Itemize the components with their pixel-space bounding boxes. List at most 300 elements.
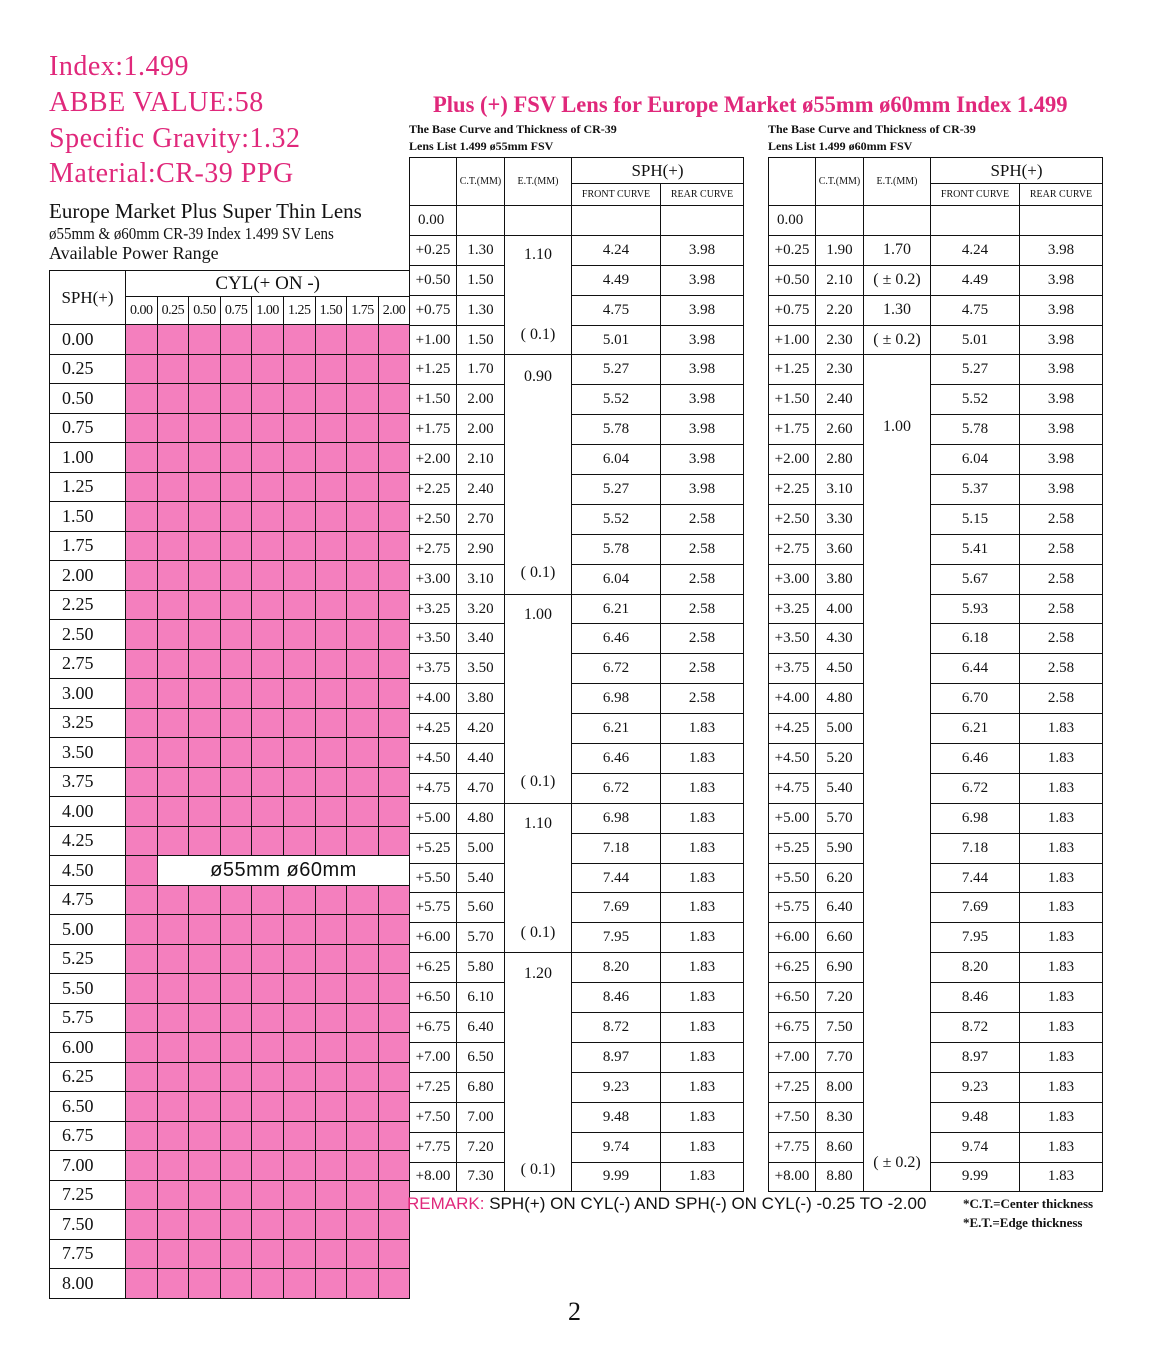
range-cell <box>157 974 189 1004</box>
range-cell <box>189 1269 221 1299</box>
cyl-value: 0.75 <box>220 297 252 325</box>
range-cell <box>157 1121 189 1151</box>
range-row <box>50 708 410 738</box>
range-cell <box>347 708 379 738</box>
range-cell <box>126 738 158 768</box>
range-cell <box>315 649 347 679</box>
range-row <box>50 1239 410 1269</box>
range-cell <box>283 1180 315 1210</box>
lens60-row <box>769 295 1103 325</box>
lens60-row <box>769 564 1103 594</box>
range-row <box>50 974 410 1004</box>
power-range-grid <box>49 270 410 1299</box>
lens60-row <box>769 833 1103 863</box>
lens60-et-value: 1.00 <box>883 418 911 436</box>
range-cell <box>189 767 221 797</box>
lens55-sph-value: +0.50 <box>410 265 457 295</box>
lens60-row <box>769 1042 1103 1072</box>
range-cell <box>378 384 410 414</box>
range-cell <box>315 1062 347 1092</box>
range-cell <box>378 354 410 384</box>
lens60-et-value: 1.70 <box>883 241 911 259</box>
range-row <box>50 502 410 532</box>
range-cell <box>157 1062 189 1092</box>
range-row <box>50 738 410 768</box>
lens55-sph-value: +6.25 <box>410 953 457 983</box>
range-cell <box>315 1151 347 1181</box>
lens60-row <box>769 385 1103 415</box>
range-cell <box>220 708 252 738</box>
lens60-sph-value: +7.50 <box>769 1102 816 1132</box>
lens60-rear-curve-value: 2.58 <box>1020 654 1103 684</box>
range-cell <box>315 531 347 561</box>
range-cell <box>378 325 410 355</box>
lens60-header-rear-curve: REAR CURVE <box>1020 184 1103 206</box>
range-cell <box>252 738 284 768</box>
lens60-rear-curve-value: 3.98 <box>1020 355 1103 385</box>
lens55-et-tolerance: ( 0.1) <box>520 1161 556 1179</box>
range-cell <box>126 561 158 591</box>
sph-value: 5.50 <box>50 974 126 1004</box>
lens55-sph-value: +7.00 <box>410 1042 457 1072</box>
lens55-front-curve-value: 8.72 <box>572 1013 661 1043</box>
range-cell <box>189 649 221 679</box>
range-cell <box>378 561 410 591</box>
range-cell <box>252 1210 284 1240</box>
range-cell <box>189 797 221 827</box>
lens55-rear-curve-value: 1.83 <box>661 1042 744 1072</box>
lens60-front-curve-value: 7.44 <box>931 863 1020 893</box>
lens55-row <box>410 773 744 803</box>
lens55-rear-curve-value: 3.98 <box>661 325 744 355</box>
lens60-rear-curve-value: 1.83 <box>1020 803 1103 833</box>
range-cell <box>315 502 347 532</box>
lens60-front-curve-value: 6.70 <box>931 684 1020 714</box>
lens55-ct-value: 3.10 <box>457 564 505 594</box>
lens60-row <box>769 415 1103 445</box>
remark <box>407 1194 926 1214</box>
diameter-label: ø55mm ø60mm <box>157 856 410 886</box>
range-cell <box>126 1180 158 1210</box>
range-cell <box>283 1092 315 1122</box>
sph-value: 6.25 <box>50 1062 126 1092</box>
lens55-ct-value: 6.40 <box>457 1013 505 1043</box>
range-row <box>50 1180 410 1210</box>
lens60-front-curve-value: 9.99 <box>931 1162 1020 1192</box>
lens55-front-curve-value: 6.46 <box>572 744 661 774</box>
range-cell <box>283 679 315 709</box>
range-cell <box>378 915 410 945</box>
range-cell <box>252 767 284 797</box>
range-cell <box>378 1180 410 1210</box>
lens55-rear-curve-value: 1.83 <box>661 1072 744 1102</box>
sph-value: 1.25 <box>50 472 126 502</box>
range-cell <box>157 384 189 414</box>
range-cell <box>220 1239 252 1269</box>
lens60-header-sph: SPH(+) <box>931 158 1103 184</box>
lens55-et-group-content <box>505 600 571 797</box>
lens60-front-curve-value: 6.98 <box>931 803 1020 833</box>
range-cell <box>315 325 347 355</box>
lens55-front-curve-value: 5.27 <box>572 355 661 385</box>
range-cell <box>126 413 158 443</box>
range-cell <box>126 1239 158 1269</box>
range-cell <box>220 826 252 856</box>
lens60-sph-value: +4.50 <box>769 744 816 774</box>
lens55-front-curve-value: 4.24 <box>572 235 661 265</box>
spec-specific-gravity: Specific Gravity:1.32 <box>49 123 301 154</box>
lens60-sph-value: +7.00 <box>769 1042 816 1072</box>
lens55-sph-value: +6.00 <box>410 923 457 953</box>
lens55-sph-value: +2.00 <box>410 445 457 475</box>
range-cell <box>126 826 158 856</box>
lens60-et-group-content <box>864 301 930 319</box>
range-cell <box>252 325 284 355</box>
lens60-ct-value: 6.60 <box>816 923 864 953</box>
lens55-et-group <box>505 355 572 594</box>
sph-value: 7.50 <box>50 1210 126 1240</box>
range-cell <box>283 708 315 738</box>
lens55-ct-value: 1.70 <box>457 355 505 385</box>
lens60-sph-value: +6.50 <box>769 983 816 1013</box>
range-row <box>50 620 410 650</box>
lens55-header-blank <box>410 158 457 206</box>
lens55-row <box>410 893 744 923</box>
range-cell <box>315 1092 347 1122</box>
range-cell <box>189 1151 221 1181</box>
lens55-rear-curve-value: 1.83 <box>661 983 744 1013</box>
lens60-row <box>769 744 1103 774</box>
lens55-rear-curve-value: 1.83 <box>661 1162 744 1192</box>
lens60-front-curve-value: 8.97 <box>931 1042 1020 1072</box>
range-cell <box>378 620 410 650</box>
range-cell <box>157 679 189 709</box>
lens60-sph-value: +4.75 <box>769 773 816 803</box>
range-cell <box>378 502 410 532</box>
lens55-caption <box>409 121 617 155</box>
lens60-ct-value: 4.50 <box>816 654 864 684</box>
lens60-row <box>769 624 1103 654</box>
range-row <box>50 1151 410 1181</box>
range-cell <box>126 767 158 797</box>
lens60-header-et: E.T.(MM) <box>864 158 931 206</box>
range-cell <box>378 1062 410 1092</box>
lens60-rear-curve-value: 3.98 <box>1020 415 1103 445</box>
lens60-ct-value: 3.30 <box>816 504 864 534</box>
lens55-ct-value: 1.30 <box>457 235 505 265</box>
lens55-et-group <box>505 594 572 803</box>
range-cell <box>220 590 252 620</box>
lens55-header-front-curve: FRONT CURVE <box>572 184 661 206</box>
lens60-rear-curve-value: 1.83 <box>1020 953 1103 983</box>
range-cell <box>252 885 284 915</box>
range-cell <box>378 413 410 443</box>
sph-value: 5.25 <box>50 944 126 974</box>
lens60-sph-value: +5.75 <box>769 893 816 923</box>
lens60-ct-value: 5.40 <box>816 773 864 803</box>
range-cell <box>315 620 347 650</box>
lens60-sph-value: +1.50 <box>769 385 816 415</box>
lens60-row <box>769 504 1103 534</box>
range-cell <box>220 738 252 768</box>
lens60-front-curve-value: 5.93 <box>931 594 1020 624</box>
cyl-header: CYL(+ ON -) <box>126 271 410 297</box>
sph-value: 6.00 <box>50 1033 126 1063</box>
range-cell <box>347 1180 379 1210</box>
lens55-front-curve-value: 9.23 <box>572 1072 661 1102</box>
spec-abbe-value: ABBE VALUE:58 <box>49 87 264 118</box>
range-cell <box>220 561 252 591</box>
range-cell <box>126 325 158 355</box>
sph-value: 2.25 <box>50 590 126 620</box>
lens55-row <box>410 744 744 774</box>
lens55-et-tolerance: ( 0.1) <box>520 326 556 344</box>
lens60-sph-value: +1.00 <box>769 325 816 355</box>
range-cell <box>378 797 410 827</box>
range-cell <box>283 561 315 591</box>
range-cell <box>347 767 379 797</box>
lens60-rear-curve-value: 2.58 <box>1020 684 1103 714</box>
lens55-row <box>410 445 744 475</box>
lens60-zero-cell <box>816 206 864 236</box>
range-cell <box>189 354 221 384</box>
range-subtitle: ø55mm & ø60mm CR-39 Index 1.499 SV Lens <box>49 224 334 243</box>
lens60-rear-curve-value: 1.83 <box>1020 983 1103 1013</box>
lens55-sph-value: +1.25 <box>410 355 457 385</box>
range-cell <box>283 1151 315 1181</box>
lens60-ct-value: 8.30 <box>816 1102 864 1132</box>
range-cell <box>157 1003 189 1033</box>
range-cell <box>315 679 347 709</box>
sph-value: 2.50 <box>50 620 126 650</box>
lens60-sph-value: +8.00 <box>769 1162 816 1192</box>
lens60-ct-value: 4.80 <box>816 684 864 714</box>
lens55-ct-value: 5.00 <box>457 833 505 863</box>
lens55-front-curve-value: 8.46 <box>572 983 661 1013</box>
range-cell <box>347 1210 379 1240</box>
lens60-rear-curve-value: 1.83 <box>1020 1162 1103 1192</box>
range-cell <box>220 797 252 827</box>
range-cell <box>189 443 221 473</box>
lens55-ct-value: 1.50 <box>457 325 505 355</box>
range-cell <box>126 472 158 502</box>
range-cell <box>378 531 410 561</box>
range-cell <box>347 620 379 650</box>
lens60-table <box>768 157 1103 1192</box>
lens55-sph-value: +2.25 <box>410 475 457 505</box>
lens55-zero-cell <box>661 206 744 236</box>
range-cell <box>283 974 315 1004</box>
lens55-ct-value: 2.90 <box>457 534 505 564</box>
range-cell <box>283 325 315 355</box>
lens60-ct-value: 6.90 <box>816 953 864 983</box>
range-cell <box>252 708 284 738</box>
range-cell <box>378 1151 410 1181</box>
lens60-ct-value: 4.30 <box>816 624 864 654</box>
lens60-ct-value: 3.80 <box>816 564 864 594</box>
range-cell <box>252 590 284 620</box>
lens55-sph-value: +0.25 <box>410 235 457 265</box>
range-row <box>50 1269 410 1299</box>
range-cell <box>252 1092 284 1122</box>
lens55-row <box>410 1162 744 1192</box>
range-row <box>50 1121 410 1151</box>
lens60-ct-value: 2.30 <box>816 325 864 355</box>
range-cell <box>347 1121 379 1151</box>
range-cell <box>315 944 347 974</box>
lens55-rear-curve-value: 1.83 <box>661 803 744 833</box>
lens60-zero-cell <box>864 206 931 236</box>
lens60-front-curve-value: 5.41 <box>931 534 1020 564</box>
lens60-ct-value: 7.20 <box>816 983 864 1013</box>
range-row <box>50 856 410 886</box>
range-cell <box>252 1151 284 1181</box>
lens60-rear-curve-value: 1.83 <box>1020 833 1103 863</box>
range-cell <box>283 590 315 620</box>
lens55-row <box>410 923 744 953</box>
lens55-ct-value: 1.30 <box>457 295 505 325</box>
lens55-front-curve-value: 7.69 <box>572 893 661 923</box>
lens60-front-curve-value: 7.18 <box>931 833 1020 863</box>
lens60-row <box>769 863 1103 893</box>
sph-value: 5.00 <box>50 915 126 945</box>
range-cell <box>126 708 158 738</box>
lens60-et-group-content <box>864 331 930 349</box>
lens60-rear-curve-value: 1.83 <box>1020 714 1103 744</box>
sph-value: 8.00 <box>50 1269 126 1299</box>
range-row <box>50 561 410 591</box>
range-cell <box>283 1121 315 1151</box>
lens60-row <box>769 893 1103 923</box>
range-cell <box>283 944 315 974</box>
range-cell <box>347 1269 379 1299</box>
lens55-ct-value: 3.40 <box>457 624 505 654</box>
lens60-row <box>769 534 1103 564</box>
lens60-sph-value: +5.00 <box>769 803 816 833</box>
range-cell <box>157 649 189 679</box>
sph-value: 1.00 <box>50 443 126 473</box>
range-cell <box>189 1180 221 1210</box>
range-cell <box>157 620 189 650</box>
range-row <box>50 944 410 974</box>
range-cell <box>157 797 189 827</box>
lens60-rear-curve-value: 3.98 <box>1020 445 1103 475</box>
range-cell <box>252 826 284 856</box>
range-row <box>50 649 410 679</box>
lens55-ct-value: 2.70 <box>457 504 505 534</box>
lens60-ct-value: 1.90 <box>816 235 864 265</box>
lens55-sph-value: +2.75 <box>410 534 457 564</box>
lens55-header-ct: C.T.(MM) <box>457 158 505 206</box>
range-cell <box>157 561 189 591</box>
lens55-et-group-content <box>505 240 571 350</box>
lens55-ct-value: 7.30 <box>457 1162 505 1192</box>
range-cell <box>157 443 189 473</box>
lens55-front-curve-value: 8.20 <box>572 953 661 983</box>
lens55-front-curve-value: 4.49 <box>572 265 661 295</box>
lens60-rear-curve-value: 1.83 <box>1020 1072 1103 1102</box>
range-cell <box>378 1003 410 1033</box>
sph-value: 2.75 <box>50 649 126 679</box>
sph-value: 0.25 <box>50 354 126 384</box>
lens60-et-value: 1.30 <box>883 301 911 319</box>
lens55-rear-curve-value: 1.83 <box>661 1013 744 1043</box>
range-cell <box>126 1092 158 1122</box>
range-cell <box>283 1062 315 1092</box>
range-cell <box>157 531 189 561</box>
lens55-rear-curve-value: 1.83 <box>661 773 744 803</box>
range-cell <box>157 767 189 797</box>
lens60-front-curve-value: 5.52 <box>931 385 1020 415</box>
range-cell <box>252 649 284 679</box>
range-cell <box>126 1003 158 1033</box>
lens55-rear-curve-value: 1.83 <box>661 744 744 774</box>
lens55-ct-value: 4.80 <box>457 803 505 833</box>
lens55-rear-curve-value: 3.98 <box>661 265 744 295</box>
lens60-rear-curve-value: 1.83 <box>1020 1042 1103 1072</box>
lens60-et-group <box>864 325 931 355</box>
range-cell <box>220 649 252 679</box>
lens55-row <box>410 295 744 325</box>
range-cell <box>220 1210 252 1240</box>
lens55-ct-value: 5.60 <box>457 893 505 923</box>
lens55-row <box>410 594 744 624</box>
range-cell <box>252 531 284 561</box>
range-cell <box>378 708 410 738</box>
range-cell <box>220 885 252 915</box>
lens55-zero-cell <box>457 206 505 236</box>
range-cell <box>347 590 379 620</box>
lens55-front-curve-value: 6.72 <box>572 773 661 803</box>
lens60-et-group <box>864 235 931 265</box>
lens55-zero-row: 0.00 <box>410 206 457 236</box>
range-cell <box>220 443 252 473</box>
lens55-sph-value: +4.50 <box>410 744 457 774</box>
lens60-sph-value: +1.25 <box>769 355 816 385</box>
range-row <box>50 1210 410 1240</box>
range-cell <box>283 915 315 945</box>
lens60-rear-curve-value: 3.98 <box>1020 475 1103 505</box>
lens60-et-value: ( ± 0.2) <box>873 331 921 348</box>
note-center-thickness: *C.T.=Center thickness <box>963 1196 1094 1211</box>
sph-value: 1.75 <box>50 531 126 561</box>
lens55-sph-value: +4.75 <box>410 773 457 803</box>
range-cell <box>347 1151 379 1181</box>
lens60-sph-value: +6.25 <box>769 953 816 983</box>
lens60-et-group-content <box>864 271 930 289</box>
lens55-ct-value: 5.70 <box>457 923 505 953</box>
range-cell <box>126 797 158 827</box>
lens60-sph-value: +6.00 <box>769 923 816 953</box>
lens55-row <box>410 983 744 1013</box>
lens60-sph-value: +7.25 <box>769 1072 816 1102</box>
lens55-table <box>409 157 744 1192</box>
lens55-sph-value: +3.00 <box>410 564 457 594</box>
range-cell <box>157 1151 189 1181</box>
lens60-front-curve-value: 5.15 <box>931 504 1020 534</box>
lens60-rear-curve-value: 2.58 <box>1020 534 1103 564</box>
range-cell <box>126 856 158 886</box>
lens55-et-value: 1.00 <box>524 606 552 624</box>
range-row <box>50 885 410 915</box>
range-cell <box>315 1269 347 1299</box>
lens60-sph-value: +5.50 <box>769 863 816 893</box>
lens60-zero-cell <box>1020 206 1103 236</box>
lens55-ct-value: 1.50 <box>457 265 505 295</box>
lens55-rear-curve-value: 3.98 <box>661 415 744 445</box>
sph-value: 4.50 <box>50 856 126 886</box>
range-cell <box>189 1239 221 1269</box>
